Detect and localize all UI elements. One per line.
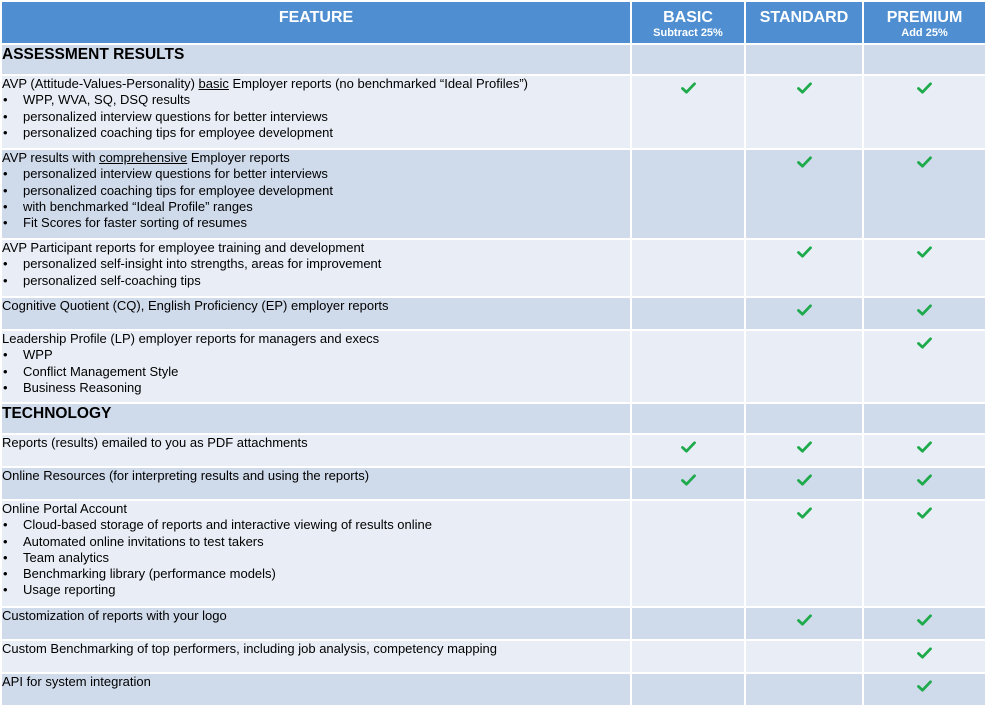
checkmark-icon (917, 441, 932, 453)
table-body (1, 44, 985, 706)
feature-cell (1, 673, 631, 706)
premium-availability-cell (863, 149, 985, 239)
feature-cell (1, 500, 631, 607)
feature-row (1, 75, 985, 149)
feature-cell (1, 239, 631, 297)
premium-availability-cell (863, 673, 985, 706)
checkmark-icon (681, 474, 696, 486)
feature-bullet: • Team analytics (2, 550, 630, 566)
standard-availability-cell (745, 239, 863, 297)
premium-availability-cell (863, 434, 985, 467)
basic-availability-cell (631, 239, 745, 297)
checkmark-icon (681, 82, 696, 94)
basic-availability-cell (631, 673, 745, 706)
feature-bullet: • personalized interview questions for better interviews (2, 166, 630, 182)
feature-bullet-list (2, 166, 630, 231)
premium-tier-label: PREMIUM (886, 9, 963, 26)
feature-title (2, 435, 630, 451)
feature-bullet: • WPP, WVA, SQ, DSQ results (2, 92, 630, 108)
feature-title-text: Online Resources (for interpreting results and using the reports) (2, 468, 370, 483)
section-empty-cell (631, 403, 745, 434)
checkmark-icon (917, 614, 932, 626)
basic-availability-cell (631, 500, 745, 607)
feature-row (1, 607, 985, 640)
feature-title-emphasis: basic (198, 76, 229, 91)
section-title: TECHNOLOGY (1, 403, 631, 434)
section-title: ASSESSMENT RESULTS (1, 44, 631, 75)
feature-bullet: • with benchmarked “Ideal Profile” ranges (2, 199, 630, 215)
feature-row (1, 149, 985, 239)
standard-availability-cell (745, 673, 863, 706)
feature-header-label: FEATURE (278, 9, 354, 26)
feature-row (1, 640, 985, 673)
basic-availability-cell (631, 607, 745, 640)
standard-availability-cell (745, 607, 863, 640)
checkmark-icon (917, 680, 932, 692)
checkmark-icon (917, 156, 932, 168)
premium-availability-cell (863, 75, 985, 149)
standard-availability-cell (745, 500, 863, 607)
basic-availability-cell (631, 467, 745, 500)
feature-row (1, 239, 985, 297)
section-row (1, 44, 985, 75)
feature-cell (1, 330, 631, 403)
checkmark-icon (917, 337, 932, 349)
checkmark-icon (681, 441, 696, 453)
basic-availability-cell (631, 330, 745, 403)
premium-availability-cell (863, 500, 985, 607)
feature-title-text: Custom Benchmarking of top performers, including job analysis, competency mapping (2, 641, 497, 656)
checkmark-icon (797, 304, 812, 316)
feature-bullet: • personalized self-insight into strengths, areas for improvement (2, 256, 630, 272)
feature-title (2, 468, 630, 484)
checkmark-icon (917, 474, 932, 486)
checkmark-icon (917, 647, 932, 659)
feature-cell (1, 149, 631, 239)
feature-row (1, 673, 985, 706)
checkmark-icon (797, 441, 812, 453)
feature-title-emphasis: comprehensive (99, 150, 188, 165)
feature-row (1, 297, 985, 330)
feature-bullet-list (2, 92, 630, 141)
feature-title-text: Online Portal Account (2, 501, 128, 516)
checkmark-icon (797, 82, 812, 94)
feature-bullet-list (2, 347, 630, 396)
checkmark-icon (917, 304, 932, 316)
section-empty-cell (863, 403, 985, 434)
standard-availability-cell (745, 75, 863, 149)
feature-title (2, 76, 630, 92)
feature-cell (1, 297, 631, 330)
basic-availability-cell (631, 297, 745, 330)
standard-availability-cell (745, 297, 863, 330)
feature-title-text: Cognitive Quotient (CQ), English Proficiency (EP) employer reports (2, 298, 389, 313)
basic-availability-cell (631, 149, 745, 239)
feature-bullet: • Cloud-based storage of reports and interactive viewing of results online (2, 517, 630, 533)
feature-bullet-list (2, 256, 630, 289)
premium-tier-note: Add 25% (901, 27, 948, 39)
feature-title-text: API for system integration (2, 674, 151, 689)
standard-availability-cell (745, 434, 863, 467)
section-empty-cell (745, 403, 863, 434)
section-empty-cell (631, 44, 745, 75)
premium-column-header (863, 1, 985, 44)
feature-title-text: Reports (results) emailed to you as PDF attachments (2, 435, 308, 450)
feature-cell (1, 640, 631, 673)
feature-title (2, 608, 630, 624)
feature-title (2, 298, 630, 314)
feature-bullet: • WPP (2, 347, 630, 363)
feature-title (2, 240, 630, 256)
feature-cell (1, 467, 631, 500)
feature-bullet: • personalized coaching tips for employee development (2, 183, 630, 199)
basic-availability-cell (631, 640, 745, 673)
feature-bullet: • Fit Scores for faster sorting of resumes (2, 215, 630, 231)
basic-tier-note: Subtract 25% (653, 27, 723, 39)
section-empty-cell (863, 44, 985, 75)
standard-availability-cell (745, 640, 863, 673)
feature-title-text: AVP (Attitude-Values-Personality) (2, 76, 199, 91)
feature-title (2, 674, 630, 690)
feature-bullet: • Conflict Management Style (2, 364, 630, 380)
feature-cell (1, 434, 631, 467)
feature-bullet-list (2, 517, 630, 598)
standard-column-header (745, 1, 863, 44)
premium-availability-cell (863, 640, 985, 673)
premium-availability-cell (863, 607, 985, 640)
feature-bullet: • Benchmarking library (performance models) (2, 566, 630, 582)
feature-row (1, 467, 985, 500)
feature-bullet: • Business Reasoning (2, 380, 630, 396)
feature-bullet: • Automated online invitations to test takers (2, 534, 630, 550)
feature-row (1, 330, 985, 403)
standard-availability-cell (745, 467, 863, 500)
feature-title-suffix: Employer reports (no benchmarked “Ideal Profiles”) (228, 76, 529, 91)
premium-availability-cell (863, 330, 985, 403)
feature-title-suffix: Employer reports (187, 150, 290, 165)
feature-cell (1, 607, 631, 640)
feature-title (2, 501, 630, 517)
feature-bullet: • Usage reporting (2, 582, 630, 598)
standard-availability-cell (745, 330, 863, 403)
checkmark-icon (797, 156, 812, 168)
basic-column-header (631, 1, 745, 44)
feature-title (2, 331, 630, 347)
premium-availability-cell (863, 467, 985, 500)
feature-title-text: Leadership Profile (LP) employer reports for managers and execs (2, 331, 380, 346)
section-row (1, 403, 985, 434)
feature-column-header (1, 1, 631, 44)
checkmark-icon (917, 82, 932, 94)
feature-bullet: • personalized self-coaching tips (2, 273, 630, 289)
checkmark-icon (917, 246, 932, 258)
checkmark-icon (797, 474, 812, 486)
standard-tier-label: STANDARD (759, 9, 849, 26)
feature-title (2, 641, 630, 657)
premium-availability-cell (863, 297, 985, 330)
checkmark-icon (797, 614, 812, 626)
feature-title (2, 150, 630, 166)
feature-title-text: AVP Participant reports for employee training and development (2, 240, 365, 255)
basic-availability-cell (631, 75, 745, 149)
basic-availability-cell (631, 434, 745, 467)
header-row (1, 1, 985, 44)
premium-availability-cell (863, 239, 985, 297)
section-empty-cell (745, 44, 863, 75)
checkmark-icon (917, 507, 932, 519)
standard-availability-cell (745, 149, 863, 239)
checkmark-icon (797, 507, 812, 519)
feature-bullet: • personalized interview questions for better interviews (2, 109, 630, 125)
feature-row (1, 500, 985, 607)
feature-row (1, 434, 985, 467)
feature-bullet: • personalized coaching tips for employee development (2, 125, 630, 141)
feature-title-text: AVP results with (2, 150, 100, 165)
feature-cell (1, 75, 631, 149)
checkmark-icon (797, 246, 812, 258)
basic-tier-label: BASIC (663, 9, 713, 26)
feature-title-text: Customization of reports with your logo (2, 608, 227, 623)
